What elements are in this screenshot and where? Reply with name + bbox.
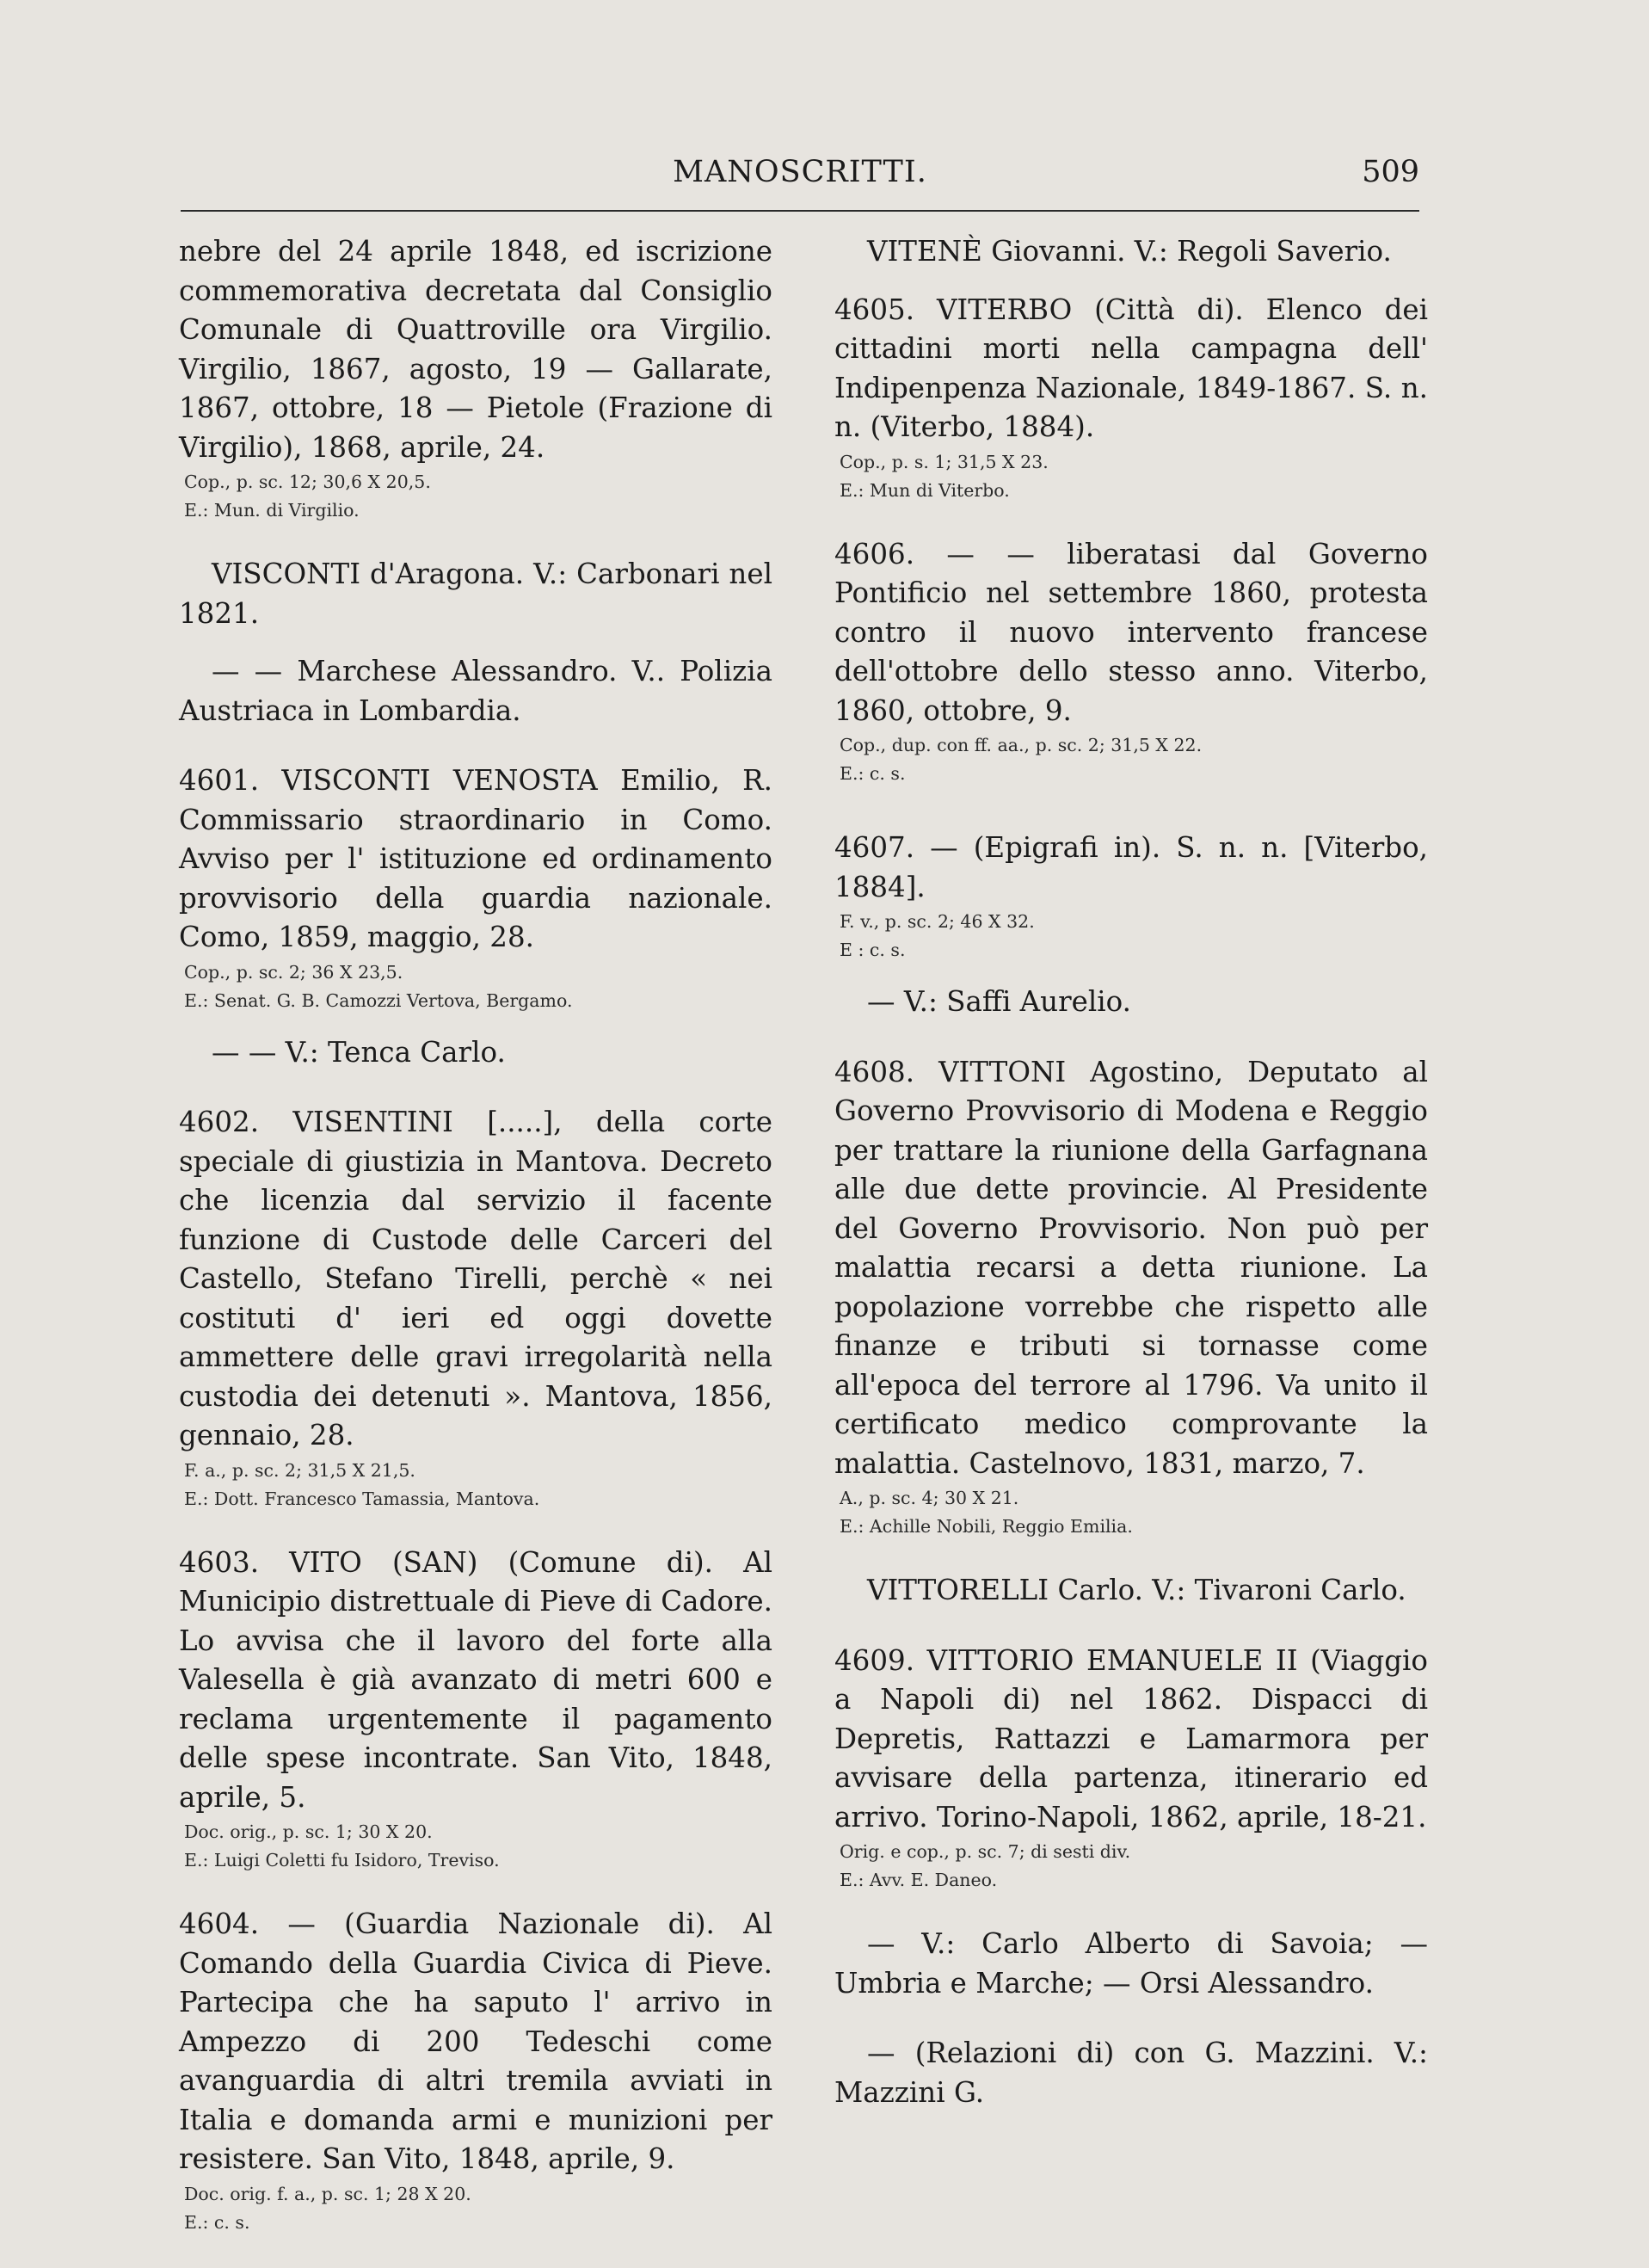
entry-meta: Cop., dup. con ff. aa., p. sc. 2; 31,5 X 22. xyxy=(840,735,1203,755)
entry-meta: Doc. orig. f. a., p. sc. 1; 28 X 20. xyxy=(184,2183,471,2204)
header-rule xyxy=(181,210,1419,212)
entry-meta: Cop., p. sc. 2; 36 X 23,5. xyxy=(184,961,403,983)
entry-4608: 4608. VITTONI Agostino, Deputato al Governo Provvisorio di Modena e Reggio per trattare la riunione della Garfagnana alle due dette provincie. Al Presidente del Governo Provvisorio. Non può per malattia recarsi a detta riunione. La popolazione vorrebbe che rispetto alle finanze e tributi si tornasse come all'epoca del terrore al 1796. Va unito il certificato medico comprovante la malattia. Castelnovo, 1831, marzo, 7. xyxy=(834,1055,1428,1480)
running-head xyxy=(181,155,1419,198)
entry-4604: 4604. — (Guardia Nazionale di). Al Comando della Guardia Civica di Pieve. Partecipa che ha saputo l' arrivo in Ampezzo di 200 Tedeschi come avanguardia di altri tremila avviati in Italia e domanda armi e munizioni per resistere. San Vito, 1848, aprile, 9. xyxy=(179,1907,772,2175)
cross-reference: — — V.: Tenca Carlo. xyxy=(212,1035,506,1069)
entry-meta: E.: Dott. Francesco Tamassia, Mantova. xyxy=(184,1488,540,1509)
entry-meta: F. a., p. sc. 2; 31,5 X 21,5. xyxy=(184,1459,415,1481)
entry-meta: E.: Luigi Coletti fu Isidoro, Treviso. xyxy=(184,1850,500,1870)
entry-meta: E.: Mun. di Virgilio. xyxy=(184,500,360,521)
entry-4609: 4609. VITTORIO EMANUELE II (Viaggio a Napoli di) nel 1862. Dispacci di Depretis, Rattazzi e Lamarmora per avvisare della partenza, itinerario ed arrivo. Torino-Napoli, 1862, aprile, 18-21. xyxy=(834,1643,1428,1834)
cross-reference: VITENÈ Giovanni. V.: Regoli Saverio. xyxy=(867,235,1392,268)
entry-4607: 4607. — (Epigrafi in). S. n. n. [Viterbo, 1884]. xyxy=(834,831,1428,903)
entry-meta: Orig. e cop., p. sc. 7; di sesti div. xyxy=(840,1841,1131,1862)
entry-meta: A., p. sc. 4; 30 X 21. xyxy=(840,1488,1019,1508)
cross-reference: — (Relazioni di) con G. Mazzini. V.: Mazzini G. xyxy=(834,2037,1428,2109)
entry-meta: E : c. s. xyxy=(840,940,906,960)
entry-4601: 4601. VISCONTI VENOSTA Emilio, R. Commissario straordinario in Como. Avviso per l' istituzione ed ordinamento provvisorio della guardia nazionale. Como, 1859, maggio, 28. xyxy=(179,764,772,953)
cross-reference: — V.: Carlo Alberto di Savoia; — Umbria e Marche; — Orsi Alessandro. xyxy=(834,1927,1428,2000)
cross-reference: VISCONTI d'Aragona. V.: Carbonari nel 1821. xyxy=(179,558,772,630)
entry-meta: E.: Senat. G. B. Camozzi Vertova, Bergamo. xyxy=(184,989,573,1011)
entry-meta: Doc. orig., p. sc. 1; 30 X 20. xyxy=(184,1821,433,1842)
cross-reference: — — Marchese Alessandro. V.. Polizia Austriaca in Lombardia. xyxy=(179,655,772,727)
cross-reference: — V.: Saffi Aurelio. xyxy=(867,985,1131,1018)
page-number: 509 xyxy=(1362,155,1419,189)
cross-reference: VITTORELLI Carlo. V.: Tivaroni Carlo. xyxy=(867,1574,1406,1606)
entry-meta: E.: Mun di Viterbo. xyxy=(840,479,1010,501)
page-title: MANOSCRITTI. xyxy=(673,155,927,189)
left-column xyxy=(179,232,772,2236)
entry-meta: E.: c. s. xyxy=(184,2211,250,2233)
entry-meta: E.: Avv. E. Daneo. xyxy=(840,1870,998,1890)
right-column xyxy=(834,232,1428,2112)
entry-text: nebre del 24 aprile 1848, ed iscrizione commemorativa decretata dal Consiglio Comunale di Quattroville ora Virgilio. Virgilio, 1867, agosto, 19 — Gallarate, 1867, ottobre, 18 — Pietole (Frazione di Virgilio), 1868, aprile, 24. xyxy=(179,235,772,464)
entry-4603: 4603. VITO (SAN) (Comune di). Al Municipio distrettuale di Pieve di Cadore. Lo avvisa che il lavoro del forte alla Valesella è già avanzato di metri 600 e reclama urgentemente il pagamento delle spese incontrate. San Vito, 1848, aprile, 5. xyxy=(179,1545,772,1814)
entry-meta: Cop., p. s. 1; 31,5 X 23. xyxy=(840,451,1049,472)
entry-4606: 4606. — — liberatasi dal Governo Pontificio nel settembre 1860, protesta contro il nuovo intervento francese dell'ottobre dello stesso anno. Viterbo, 1860, ottobre, 9. xyxy=(834,537,1428,727)
entry-meta: E.: c. s. xyxy=(840,763,906,784)
entry-meta: F. v., p. sc. 2; 46 X 32. xyxy=(840,911,1035,932)
entry-meta: Cop., p. sc. 12; 30,6 X 20,5. xyxy=(184,471,431,492)
entry-4602: 4602. VISENTINI [.....], della corte speciale di giustizia in Mantova. Decreto che licenzia dal servizio il facente funzione di Custode delle Carceri del Castello, Stefano Tirelli, perchè « nei costituti d' ieri ed oggi dovette ammettere delle gravi irregolarità nella custodia dei detenuti ». Mantova, 1856, gennaio, 28. xyxy=(179,1106,772,1451)
entry-4605: 4605. VITERBO (Città di). Elenco dei cittadini morti nella campagna dell' Indipenpenza Nazionale, 1849-1867. S. n. n. (Viterbo, 1884). xyxy=(834,293,1428,443)
entry-meta: E.: Achille Nobili, Reggio Emilia. xyxy=(840,1516,1133,1537)
